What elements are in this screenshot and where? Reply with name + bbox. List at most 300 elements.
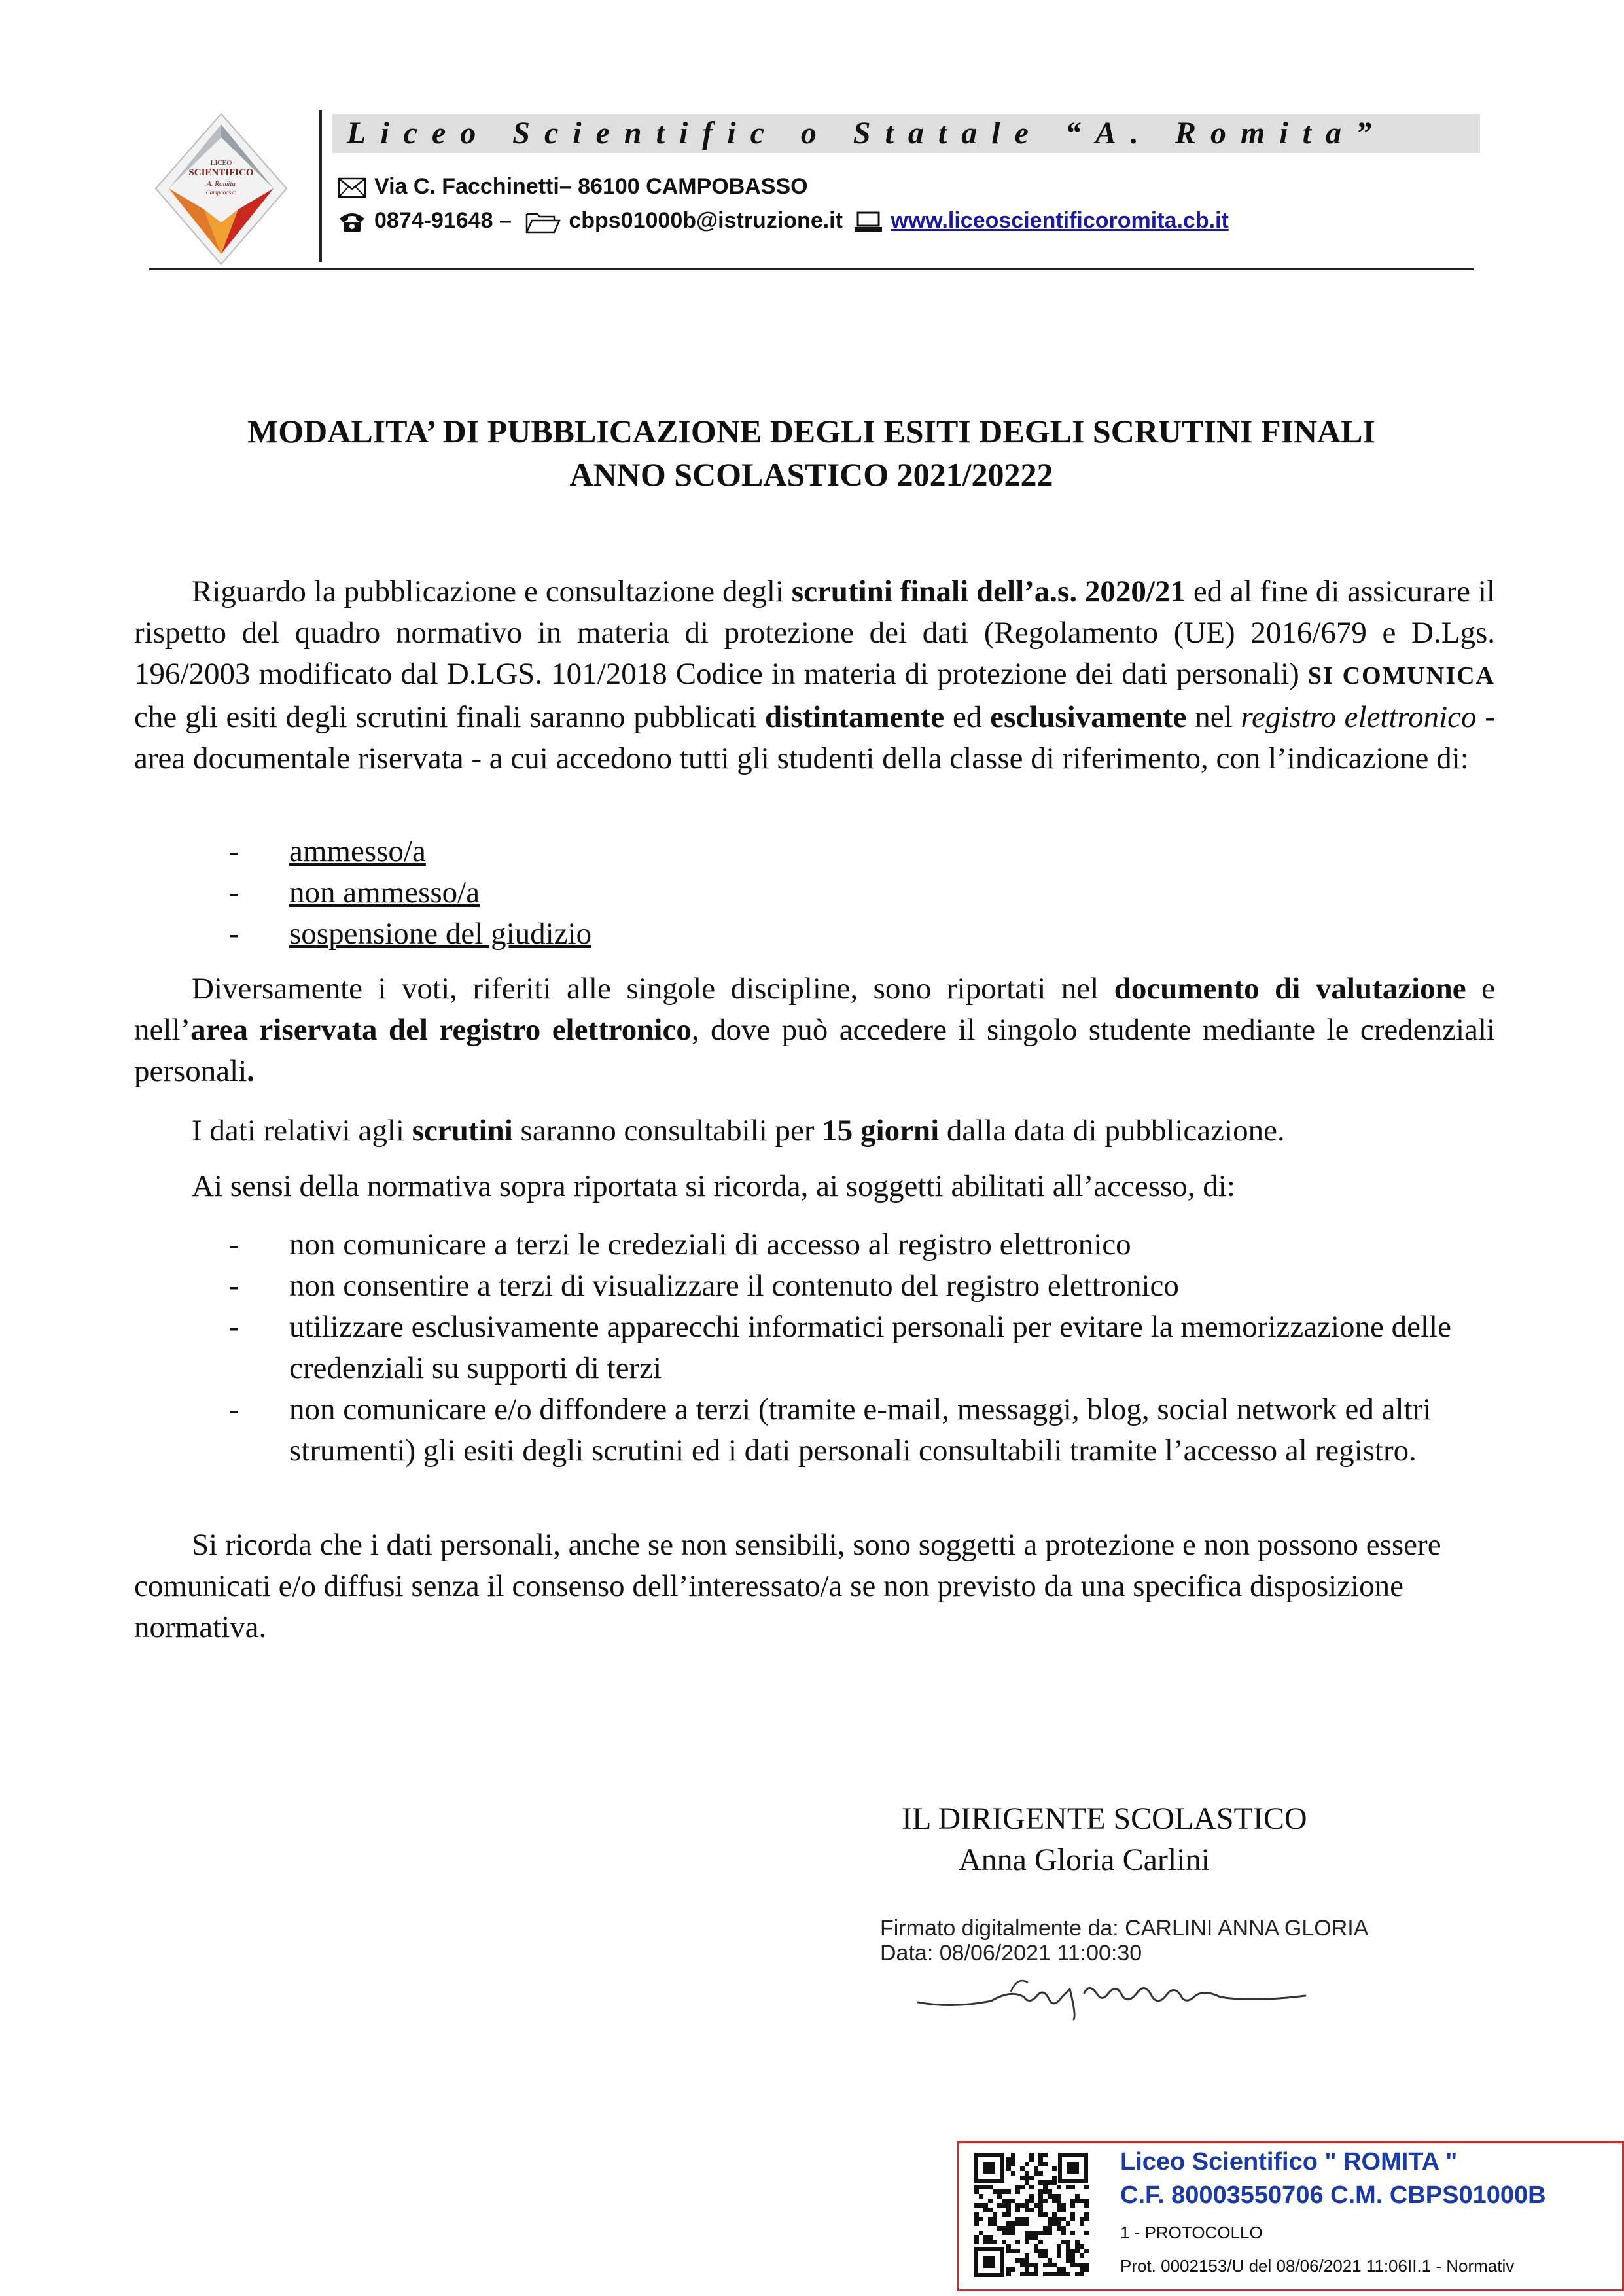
- p1-text-c: ed al fine di assicurare il rispetto del quadro normativo in materia di protezione dei dati (Regolamento (UE) 2016/679 e D.Lgs. 196/2003 modificato dal D.LGS. 101/2018 Codice in materia di protezione dei dati personali): [134, 574, 1495, 691]
- qr-module: [1043, 2162, 1048, 2166]
- qr-module: [1002, 2189, 1006, 2194]
- paragraph-2: [134, 968, 1495, 1092]
- qr-module: [1034, 2166, 1038, 2171]
- list-item: - non consentire a terzi di visualizzare il contenuto del registro elettronico: [229, 1269, 1179, 1303]
- address-text: Via C. Facchinetti– 86100 CAMPOBASSO: [374, 174, 808, 199]
- qr-module: [979, 2185, 983, 2189]
- qr-module: [1052, 2217, 1057, 2221]
- qr-module: [1020, 2258, 1025, 2263]
- qr-module: [993, 2221, 997, 2226]
- qr-module: [1011, 2162, 1015, 2166]
- qr-module: [1057, 2249, 1061, 2253]
- qr-module: [1038, 2231, 1043, 2235]
- qr-module: [974, 2221, 979, 2226]
- qr-module: [1075, 2199, 1080, 2203]
- handwritten-signature: [913, 1963, 1312, 2022]
- qr-module: [974, 2189, 979, 2194]
- qr-module: [1057, 2221, 1061, 2226]
- qr-module: [1057, 2272, 1061, 2276]
- qr-module: [997, 2189, 1002, 2194]
- stamp-school-name: Liceo Scientifico " ROMITA ": [1120, 2148, 1458, 2176]
- p1-text-k: - area documentale riservata - a cui accedono tutti gli studenti della classe di riferimento, con l’indicazione di:: [134, 700, 1495, 775]
- qr-module: [1052, 2199, 1057, 2203]
- p1-si-comunica: SI COMUNICA: [1307, 662, 1495, 690]
- qr-module: [1011, 2171, 1015, 2176]
- qr-module: [1006, 2221, 1011, 2226]
- school-logo: [152, 111, 291, 267]
- qr-module: [993, 2189, 997, 2194]
- qr-module: [1066, 2272, 1070, 2276]
- qr-module: [1034, 2203, 1038, 2208]
- document-title-line-1: MODALITA’ DI PUBBLICAZIONE DEGLI ESITI DEGLI SCRUTINI FINALI: [247, 413, 1375, 450]
- qr-module: [1048, 2231, 1052, 2235]
- qr-module: [1015, 2203, 1020, 2208]
- qr-module: [1075, 2249, 1080, 2253]
- qr-module: [1025, 2199, 1029, 2203]
- p1-italic-registro: registro elettronico: [1241, 700, 1477, 734]
- p3-text-c: saranno consultabili per: [512, 1114, 822, 1148]
- qr-module: [1011, 2157, 1015, 2162]
- qr-module: [1006, 2189, 1011, 2194]
- qr-module: [1038, 2203, 1043, 2208]
- qr-module: [1052, 2263, 1057, 2267]
- qr-module: [1020, 2272, 1025, 2276]
- qr-module: [1052, 2180, 1057, 2185]
- qr-module: [1006, 2226, 1011, 2231]
- qr-module: [1052, 2166, 1057, 2171]
- stamp-codes: C.F. 80003550706 C.M. CBPS01000B: [1120, 2181, 1546, 2209]
- qr-module: [1070, 2231, 1075, 2235]
- qr-module: [1084, 2267, 1089, 2272]
- qr-module: [1025, 2258, 1029, 2263]
- header-horizontal-rule: [149, 268, 1474, 270]
- qr-module: [1080, 2272, 1084, 2276]
- qr-module: [993, 2217, 997, 2221]
- qr-module: [1084, 2263, 1089, 2267]
- p3-bold-scrutini: scrutini: [412, 1114, 513, 1148]
- qr-module: [1002, 2240, 1006, 2244]
- digital-signature-date: Data: 08/06/2021 11:00:30: [880, 1941, 1142, 1966]
- list-item: - sospensione del giudizio: [229, 917, 592, 951]
- p1-text-e: che gli esiti degli scrutini finali saranno pubblicati: [134, 700, 765, 734]
- website-link[interactable]: www.liceoscientificoromita.cb.it: [891, 208, 1229, 233]
- logo-text-4: Campobasso: [205, 189, 237, 196]
- qr-module: [1084, 2185, 1089, 2189]
- qr-module: [1034, 2231, 1038, 2235]
- p3-text-a: I dati relativi agli: [192, 1114, 412, 1148]
- qr-module: [1038, 2171, 1043, 2176]
- qr-module: [1084, 2203, 1089, 2208]
- qr-module: [1015, 2208, 1020, 2212]
- qr-module: [1011, 2231, 1015, 2235]
- qr-module: [1057, 2253, 1061, 2258]
- list-item: - non comunicare a terzi le credeziali di accesso al registro elettronico: [229, 1227, 1131, 1262]
- qr-module: [1043, 2226, 1048, 2231]
- qr-module: [1034, 2235, 1038, 2240]
- qr-module: [983, 2208, 988, 2212]
- phone-text: 0874-91648 –: [374, 208, 512, 233]
- qr-module: [1025, 2267, 1029, 2272]
- qr-module: [1002, 2231, 1006, 2235]
- qr-module: [1002, 2203, 1006, 2208]
- qr-module: [1070, 2258, 1075, 2263]
- qr-module: [1061, 2226, 1066, 2231]
- stamp-register: 1 - PROTOCOLLO: [1120, 2223, 1263, 2242]
- qr-module: [988, 2217, 993, 2221]
- list-item: - non ammesso/a: [229, 875, 480, 910]
- qr-module: [1029, 2208, 1034, 2212]
- qr-module: [1066, 2240, 1070, 2244]
- qr-module: [988, 2235, 993, 2240]
- qr-module: [1006, 2249, 1011, 2253]
- qr-module: [1015, 2217, 1020, 2221]
- qr-module: [1011, 2153, 1015, 2157]
- qr-module: [1061, 2240, 1066, 2244]
- qr-module: [1048, 2217, 1052, 2221]
- qr-module: [1025, 2221, 1029, 2226]
- rules-list: [134, 1224, 1495, 1472]
- p1-text-g: ed: [944, 700, 991, 734]
- qr-module: [1034, 2249, 1038, 2253]
- qr-module: [1025, 2263, 1029, 2267]
- qr-module: [983, 2240, 988, 2244]
- qr-module: [1006, 2231, 1011, 2235]
- laptop-icon: [854, 211, 883, 233]
- qr-module: [1038, 2240, 1043, 2244]
- qr-module: [1048, 2263, 1052, 2267]
- p1-text-i: nel: [1186, 700, 1241, 734]
- qr-module: [1020, 2221, 1025, 2226]
- p3-text-e: dalla data di pubblicazione.: [939, 1114, 1285, 1148]
- list-item: - utilizzare esclusivamente apparecchi informatici personali per evitare la memorizzazione delle credenziali su supporti di terzi: [229, 1310, 1451, 1385]
- qr-module: [988, 2240, 993, 2244]
- qr-module: [1080, 2199, 1084, 2203]
- digital-signature-info: [880, 1916, 1368, 1966]
- qr-module: [1048, 2189, 1052, 2194]
- qr-module: [1020, 2217, 1025, 2221]
- qr-module: [1070, 2217, 1075, 2221]
- qr-module: [1002, 2226, 1006, 2231]
- qr-module: [1084, 2217, 1089, 2221]
- p1-text-a: Riguardo la pubblicazione e consultazione degli: [192, 574, 792, 609]
- paragraph-3: [134, 1110, 1495, 1152]
- qr-module: [1043, 2272, 1048, 2276]
- qr-module: [1002, 2199, 1006, 2203]
- qr-module: [1025, 2231, 1029, 2235]
- qr-module: [979, 2194, 983, 2199]
- qr-module: [1048, 2258, 1052, 2263]
- qr-module: [1011, 2267, 1015, 2272]
- stamp-protocol-number: Prot. 0002153/U del 08/06/2021 11:06II.1 - Normativ: [1120, 2256, 1515, 2276]
- qr-module: [997, 2203, 1002, 2208]
- folder-icon: [525, 210, 561, 234]
- outcome-list: [134, 831, 1495, 955]
- school-name-banner: Liceo Scientific o Statale “A. Romita”: [332, 114, 1480, 153]
- qr-module: [1015, 2185, 1020, 2189]
- qr-module: [1006, 2166, 1011, 2171]
- qr-module: [1020, 2166, 1025, 2171]
- qr-module: [1043, 2249, 1048, 2253]
- qr-module: [1020, 2203, 1025, 2208]
- qr-module: [1066, 2244, 1070, 2249]
- qr-module: [1048, 2194, 1052, 2199]
- qr-module: [1029, 2153, 1034, 2157]
- qr-module: [988, 2199, 993, 2203]
- qr-module: [1034, 2171, 1038, 2176]
- qr-module: [1075, 2240, 1080, 2244]
- qr-module: [997, 2194, 1002, 2199]
- qr-module: [1025, 2176, 1029, 2180]
- qr-module: [1080, 2221, 1084, 2226]
- digital-signature-signer: Firmato digitalmente da: CARLINI ANNA GLORIA: [880, 1916, 1369, 1941]
- qr-module: [1066, 2221, 1070, 2226]
- qr-module: [1025, 2203, 1029, 2208]
- p2-bold-period: .: [247, 1054, 255, 1088]
- email-link[interactable]: cbps01000b@istruzione.it: [569, 208, 843, 233]
- qr-module: [1011, 2226, 1015, 2231]
- qr-module: [1061, 2217, 1066, 2221]
- qr-module: [1057, 2217, 1061, 2221]
- qr-module: [1057, 2267, 1061, 2272]
- qr-module: [1015, 2258, 1020, 2263]
- qr-module: [1038, 2157, 1043, 2162]
- qr-module: [1006, 2157, 1011, 2162]
- qr-module: [979, 2203, 983, 2208]
- qr-module: [1029, 2157, 1034, 2162]
- signature-role: IL DIRIGENTE SCOLASTICO: [902, 1801, 1307, 1836]
- qr-module: [1080, 2217, 1084, 2221]
- p2-bold-area-riservata: area riservata del registro elettronico: [190, 1013, 692, 1047]
- qr-module: [1061, 2272, 1066, 2276]
- qr-module: [1043, 2253, 1048, 2258]
- qr-module: [1029, 2263, 1034, 2267]
- qr-module: [1029, 2231, 1034, 2235]
- qr-module: [1070, 2212, 1075, 2217]
- qr-module: [1034, 2263, 1038, 2267]
- qr-module: [1015, 2249, 1020, 2253]
- qr-module: [1057, 2185, 1061, 2189]
- qr-module: [1025, 2180, 1029, 2185]
- qr-module: [1061, 2231, 1066, 2235]
- qr-module: [1075, 2244, 1080, 2249]
- qr-module: [1038, 2189, 1043, 2194]
- qr-module: [974, 2185, 979, 2189]
- qr-module: [1025, 2217, 1029, 2221]
- qr-module: [1070, 2185, 1075, 2189]
- qr-module: [1043, 2189, 1048, 2194]
- qr-module: [1070, 2199, 1075, 2203]
- qr-module: [1038, 2153, 1043, 2157]
- p3-bold-15-giorni: 15 giorni: [822, 1114, 940, 1148]
- qr-module: [1015, 2189, 1020, 2194]
- qr-module: [983, 2185, 988, 2189]
- qr-module: [1029, 2176, 1034, 2180]
- qr-module: [974, 2203, 979, 2208]
- qr-module: [1080, 2244, 1084, 2249]
- qr-module: [1070, 2249, 1075, 2253]
- qr-module: [1043, 2212, 1048, 2217]
- qr-module: [1066, 2258, 1070, 2263]
- logo-text-1: LICEO: [210, 159, 232, 167]
- qr-module: [1084, 2249, 1089, 2253]
- qr-module: [1038, 2208, 1043, 2212]
- qr-module: [1025, 2272, 1029, 2276]
- qr-module: [1066, 2249, 1070, 2253]
- qr-module: [1057, 2226, 1061, 2231]
- qr-module: [1070, 2203, 1075, 2208]
- qr-module: [1020, 2263, 1025, 2267]
- qr-module: [1057, 2199, 1061, 2203]
- logo-text-2: SCIENTIFICO: [188, 168, 254, 178]
- qr-module: [1011, 2249, 1015, 2253]
- qr-module: [993, 2212, 997, 2217]
- qr-module: [1043, 2153, 1048, 2157]
- qr-module: [1061, 2203, 1066, 2208]
- qr-module: [1080, 2253, 1084, 2258]
- qr-module: [1015, 2221, 1020, 2226]
- p2-text-c: e nell’: [134, 972, 1495, 1047]
- qr-module: [1020, 2176, 1025, 2180]
- list-item: - non comunicare e/o diffondere a terzi (tramite e-mail, messaggi, blog, social network ed altri strumenti) gli esiti degli scrutini ed i dati personali consultabili tramite l’accesso al registro.: [229, 1392, 1432, 1468]
- qr-module: [1011, 2221, 1015, 2226]
- qr-code: [973, 2151, 1089, 2278]
- qr-module: [974, 2240, 979, 2244]
- qr-module: [1057, 2203, 1061, 2208]
- p2-text-e: , dove può accedere il singolo studente mediante le credenziali personali: [134, 1013, 1495, 1088]
- qr-module: [1038, 2212, 1043, 2217]
- p2-bold-documento: documento di valutazione: [1114, 972, 1466, 1006]
- qr-module: [1052, 2212, 1057, 2217]
- qr-module: [974, 2235, 979, 2240]
- qr-module: [1038, 2162, 1043, 2166]
- qr-module: [1025, 2240, 1029, 2244]
- qr-module: [1061, 2208, 1066, 2212]
- qr-module: [1006, 2162, 1011, 2166]
- qr-module: [997, 2226, 1002, 2231]
- document-title-line-2: ANNO SCOLASTICO 2021/20222: [569, 456, 1053, 493]
- qr-module: [1020, 2185, 1025, 2189]
- qr-module: [1038, 2253, 1043, 2258]
- paragraph-1: [134, 571, 1495, 779]
- qr-module: [1057, 2244, 1061, 2249]
- p1-bold-esclusivamente: esclusivamente: [990, 700, 1187, 734]
- qr-module: [1038, 2199, 1043, 2203]
- qr-module: [1080, 2267, 1084, 2272]
- qr-module: [993, 2240, 997, 2244]
- qr-module: [1025, 2171, 1029, 2176]
- header-vertical-rule: [319, 110, 322, 262]
- qr-module: [1025, 2162, 1029, 2166]
- qr-module: [1043, 2263, 1048, 2267]
- qr-module: [1052, 2176, 1057, 2180]
- qr-module: [1052, 2221, 1057, 2226]
- phone-icon: [338, 211, 366, 233]
- qr-module: [1084, 2231, 1089, 2235]
- qr-module: [1006, 2203, 1011, 2208]
- signature-name: Anna Gloria Carlini: [959, 1843, 1210, 1877]
- qr-module: [1038, 2249, 1043, 2253]
- p1-bold-distintamente: distintamente: [765, 700, 945, 734]
- qr-module: [1080, 2263, 1084, 2267]
- qr-module: [979, 2231, 983, 2235]
- qr-module: [1057, 2208, 1061, 2212]
- qr-module: [1043, 2199, 1048, 2203]
- qr-module: [1038, 2180, 1043, 2185]
- qr-module: [1025, 2208, 1029, 2212]
- qr-module: [1070, 2263, 1075, 2267]
- qr-module: [1043, 2231, 1048, 2235]
- contact-line: [338, 208, 1229, 234]
- qr-module: [1006, 2208, 1011, 2212]
- qr-module: [1006, 2272, 1011, 2276]
- qr-module: [1057, 2194, 1061, 2199]
- qr-module: [1043, 2185, 1048, 2189]
- qr-module: [1061, 2267, 1066, 2272]
- qr-module: [1084, 2212, 1089, 2217]
- qr-module: [1034, 2244, 1038, 2249]
- qr-module: [1048, 2226, 1052, 2231]
- qr-module: [983, 2203, 988, 2208]
- qr-module: [988, 2185, 993, 2189]
- qr-module: [1011, 2199, 1015, 2203]
- qr-module: [1006, 2267, 1011, 2272]
- qr-module: [1025, 2253, 1029, 2258]
- qr-module: [1084, 2199, 1089, 2203]
- qr-module: [988, 2221, 993, 2226]
- qr-module: [1034, 2272, 1038, 2276]
- qr-module: [1015, 2240, 1020, 2244]
- qr-module: [1048, 2180, 1052, 2185]
- qr-module: [974, 2212, 979, 2217]
- paragraph-5: Si ricorda che i dati personali, anche se non sensibili, sono soggetti a protezione e non possono essere comunicati e/o diffusi senza il consenso dell’interessato/a se non previsto da una specifica disposizione normativa.: [134, 1528, 1441, 1644]
- qr-module: [1066, 2185, 1070, 2189]
- p1-bold-school-year: scrutini finali dell’a.s. 2020/21: [791, 574, 1186, 609]
- qr-module: [1029, 2199, 1034, 2203]
- qr-module: [1006, 2199, 1011, 2203]
- qr-module: [1043, 2180, 1048, 2185]
- qr-module: [1048, 2272, 1052, 2276]
- qr-module: [1048, 2221, 1052, 2226]
- qr-module: [988, 2208, 993, 2212]
- qr-module: [1075, 2272, 1080, 2276]
- qr-module: [1002, 2212, 1006, 2217]
- qr-module: [1025, 2235, 1029, 2240]
- qr-module: [1034, 2267, 1038, 2272]
- logo-text-3: A. Romita: [207, 180, 236, 188]
- qr-module: [1029, 2185, 1034, 2189]
- qr-module: [1006, 2244, 1011, 2249]
- p2-text-a: Diversamente i voti, riferiti alle singole discipline, sono riportati nel: [192, 972, 1114, 1006]
- list-item: - ammesso/a: [229, 834, 426, 868]
- qr-module: [979, 2217, 983, 2221]
- qr-module: [1052, 2272, 1057, 2276]
- qr-module: [974, 2217, 979, 2221]
- address-line: [338, 174, 808, 200]
- qr-module: [1006, 2212, 1011, 2217]
- qr-module: [983, 2235, 988, 2240]
- qr-module: [1052, 2194, 1057, 2199]
- qr-module: [1075, 2263, 1080, 2267]
- qr-module: [1038, 2194, 1043, 2199]
- qr-module: [1029, 2235, 1034, 2240]
- paragraph-4: Ai sensi della normativa sopra riportata si ricorda, ai soggetti abilitati all’accesso, di:: [192, 1169, 1235, 1203]
- qr-module: [1029, 2272, 1034, 2276]
- qr-module: [1066, 2253, 1070, 2258]
- qr-module: [1075, 2194, 1080, 2199]
- qr-module: [1070, 2253, 1075, 2258]
- qr-module: [1029, 2194, 1034, 2199]
- envelope-icon: [338, 177, 366, 198]
